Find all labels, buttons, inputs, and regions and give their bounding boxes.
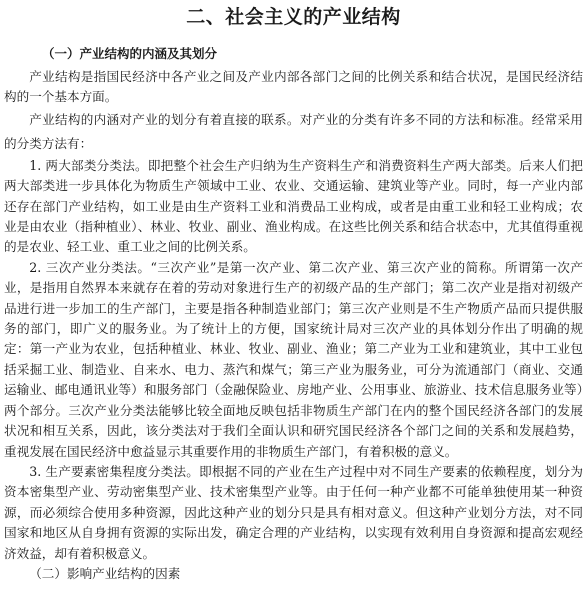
subsection-heading: （一）产业结构的内涵及其划分 — [42, 46, 218, 61]
paragraph-definition: 产业结构是指国民经济中各产业之间及产业内部各部门之间的比例关系和结合状况，是国民经济结构的一个基本方面。 — [4, 69, 583, 105]
paragraph-three-industries: 2. 三次产业分类法。“三次产业”是第一次产业、第二次产业、第三次产业的简称。所谓第一次产业，是指用自然界本来就存在着的劳动对象进行生产的初级产品的生产部门；第二次产业是指对初级产品进行进一步加工的生产部门，主要是指各种制造业部门；第三次产业则是不生产物质产品而只提供服务的部门，即广义的服务业。为了统计上的方便，国家统计局对三次产业的具体划分作出了明确的规定：第一产业为农业，包括种植业、林业、牧业、副业、渔业；第二产业为工业和建筑业，其中工业包括采掘工业、制造业、自来水、电力、蒸汽和煤气；第三产业为服务业，可分为流通部门（商业、交通运输业、邮电通讯业等）和服务部门（金融保险业、房地产业、公用事业、旅游业、技术信息服务业等）两个部分。三次产业分类法能够比较全面地反映包括非物质生产部门在内的整个国民经济各部门的发展状况和相互关系，因此，该分类法对于我们全面认识和研究国民经济各个部门之间的关系和发展趋势，重视发展在国民经济中愈益显示其重要作用的非物质生产部门，有着积极的意义。 — [4, 259, 583, 459]
paragraph-two-sectors: 1. 两大部类分类法。即把整个社会生产归纳为生产资料生产和消费资料生产两大部类。后来人们把两大部类进一步具体化为物质生产领域中工业、农业、交通运输、建筑业等产业。同时，每一产业内部还存在部门产业结构，如工业是由生产资料工业和消费品工业构成，或者是由重工业和轻工业构成；农业是由农业（指种植业）、林业、牧业、副业、渔业构成。在这些比例关系和结合状态中，尤其值得重视的是农业、轻工业、重工业之间的比例关系。 — [4, 157, 583, 255]
next-subsection-heading: （二）影响产业结构的因素 — [29, 565, 181, 581]
paragraph-classification-intro: 产业结构的内涵对产业的划分有着直接的联系。对产业的分类有许多不同的方法和标准。经常采用的分类方法有： — [4, 111, 583, 151]
paragraph-factor-intensity: 3. 生产要素密集程度分类法。即根据不同的产业在生产过程中对不同生产要素的依赖程度，划分为资本密集型产业、劳动密集型产业、技术密集型产业等。由于任何一种产业都不可能单独使用某一种资源，而必须综合使用多种资源，因此这种产业的划分只是具有相对意义。但这种产业划分方法，对不同国家和地区从自身拥有资源的实际出发，确定合理的产业结构，以实现有效利用自身资源和提高宏观经济效益，却有着积极意义。 — [4, 463, 583, 561]
body-text — [4, 67, 583, 584]
section-title: 二、社会主义的产业结构 — [186, 6, 401, 28]
